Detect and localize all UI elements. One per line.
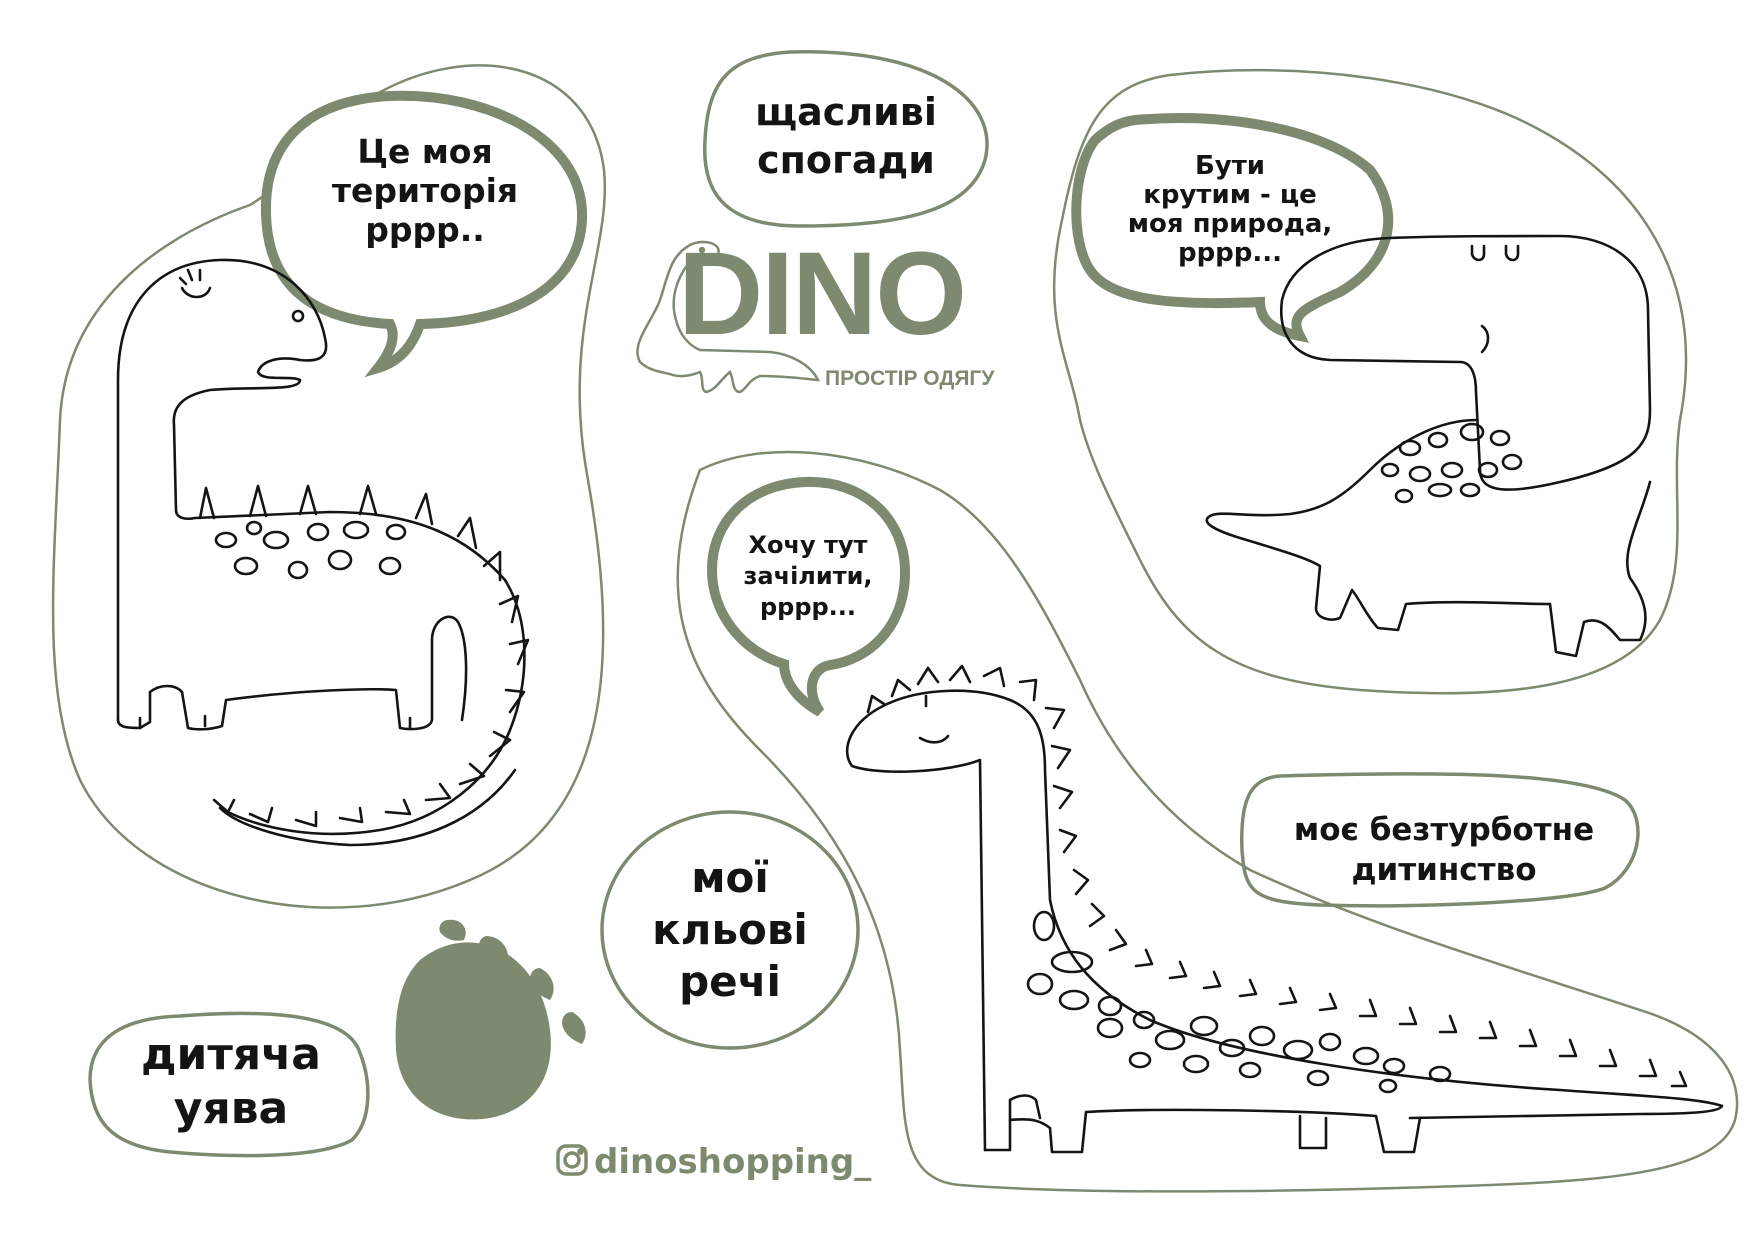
bubble-line: рррр... xyxy=(1177,238,1283,268)
bubble-line: щасливі xyxy=(755,90,937,134)
bubble-memories-text xyxy=(715,88,977,184)
bubble-line: рррр... xyxy=(759,593,857,621)
bubble-line: дитяча xyxy=(140,1029,322,1080)
social-handle[interactable]: dinoshopping_ xyxy=(594,1142,872,1182)
bubble-line: зачілити, xyxy=(743,562,873,590)
bubble-line: Це моя xyxy=(357,132,493,171)
bubble-line: територія xyxy=(331,171,519,210)
bubble-imagination-text xyxy=(96,1028,366,1136)
bubble-line: Бути xyxy=(1194,151,1266,181)
bubble-line: рррр.. xyxy=(365,210,485,249)
bubble-childhood-text xyxy=(1246,810,1642,890)
dino-left-illustration xyxy=(118,260,528,845)
logo-tagline: ПРОСТІР ОДЯГУ xyxy=(825,367,995,390)
bubble-line: уява xyxy=(173,1083,289,1134)
bubble-line: кльові xyxy=(652,905,808,954)
bubble-line: крутим - це xyxy=(1143,180,1317,210)
bubble-line: спогади xyxy=(757,138,935,182)
bubble-line: мої xyxy=(691,853,769,902)
bubble-line: моє безтурботне xyxy=(1293,812,1595,848)
logo-word: DINO xyxy=(678,228,965,360)
bubble-line: Хочу тут xyxy=(748,531,868,559)
bubble-line: моя природа, xyxy=(1127,209,1333,239)
instagram-icon xyxy=(558,1146,586,1174)
bubble-line: дитинство xyxy=(1351,852,1537,888)
bubble-hang-out-text xyxy=(718,530,898,623)
bubble-territory-text xyxy=(300,132,550,249)
dino-bottom-illustration xyxy=(847,666,1722,1152)
bubble-cool-things-text xyxy=(610,852,850,1008)
bubble-nature-text xyxy=(1100,152,1360,268)
footprint-icon xyxy=(396,920,586,1120)
bubble-line: речі xyxy=(679,957,781,1006)
